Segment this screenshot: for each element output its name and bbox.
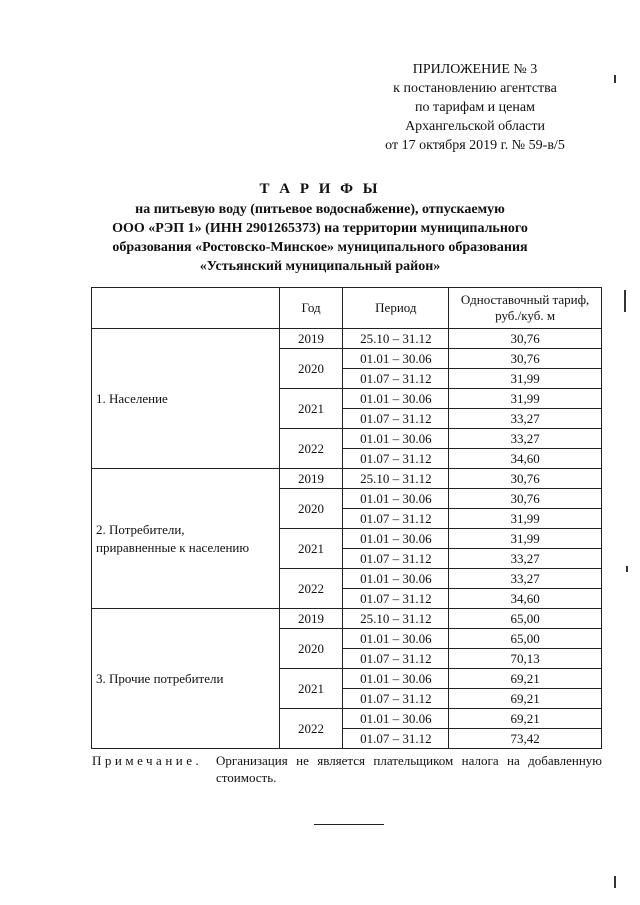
appendix-line-4: Архангельской области <box>405 119 545 134</box>
header-tariff <box>449 288 602 329</box>
header-category <box>92 288 280 329</box>
year-cell: 2020 <box>279 629 343 669</box>
period-cell: 01.01 – 30.06 <box>343 709 449 729</box>
tariff-value-cell: 30,76 <box>449 469 602 489</box>
tariff-value-cell: 31,99 <box>449 529 602 549</box>
header-period: Период <box>343 288 449 329</box>
period-cell: 01.07 – 31.12 <box>343 449 449 469</box>
category-label-continued: приравненные к населению <box>96 539 250 555</box>
year-cell: 2022 <box>279 709 343 749</box>
tariff-value-cell: 30,76 <box>449 489 602 509</box>
period-cell: 01.07 – 31.12 <box>343 509 449 529</box>
header-year: Год <box>279 288 343 329</box>
tariff-value-cell: 30,76 <box>449 329 602 349</box>
title-line-3: образования «Ростовско-Минское» муниципального образования <box>112 240 528 255</box>
period-cell: 01.07 – 31.12 <box>343 409 449 429</box>
header-tariff-line-2: руб./куб. м <box>495 308 556 323</box>
title-line-2: ООО «РЭП 1» (ИНН 2901265373) на территории муниципального <box>112 221 528 236</box>
period-cell: 01.07 – 31.12 <box>343 549 449 569</box>
tariff-value-cell: 33,27 <box>449 569 602 589</box>
header-tariff-line-1: Одноставочный тариф, <box>460 292 590 307</box>
table-row <box>92 469 602 489</box>
year-cell: 2021 <box>279 669 343 709</box>
year-cell: 2022 <box>279 429 343 469</box>
tariff-value-cell: 69,21 <box>449 689 602 709</box>
year-cell: 2021 <box>279 529 343 569</box>
tariff-table <box>91 287 602 749</box>
appendix-date: от 17 октября 2019 г. № 59-в/5 <box>385 138 565 153</box>
period-cell: 01.07 – 31.12 <box>343 589 449 609</box>
title-line-4: «Устьянский муниципальный район» <box>199 259 441 274</box>
tariff-value-cell: 65,00 <box>449 629 602 649</box>
tariff-value-cell: 31,99 <box>449 369 602 389</box>
appendix-line-3: по тарифам и ценам <box>415 100 535 115</box>
year-cell: 2020 <box>279 489 343 529</box>
year-cell: 2019 <box>279 609 343 629</box>
period-cell: 25.10 – 31.12 <box>343 469 449 489</box>
tariff-value-cell: 70,13 <box>449 649 602 669</box>
appendix-number: ПРИЛОЖЕНИЕ № 3 <box>412 62 538 77</box>
category-label: 2. Потребители, <box>96 521 185 537</box>
appendix-header <box>360 60 590 155</box>
tariff-value-cell: 69,21 <box>449 709 602 729</box>
note-text: Организация не является плательщиком налога на добавленную стоимость. <box>216 753 602 785</box>
tariff-value-cell: 33,27 <box>449 409 602 429</box>
tariff-value-cell: 33,27 <box>449 549 602 569</box>
tariff-value-cell: 34,60 <box>449 449 602 469</box>
scan-mark <box>614 75 616 83</box>
category-cell <box>92 469 280 609</box>
year-cell: 2019 <box>279 469 343 489</box>
period-cell: 01.01 – 30.06 <box>343 529 449 549</box>
category-label: 3. Прочие потребители <box>96 670 224 686</box>
table-row <box>92 609 602 629</box>
tariff-value-cell: 33,27 <box>449 429 602 449</box>
year-cell: 2019 <box>279 329 343 349</box>
title-line-1: на питьевую воду (питьевое водоснабжение), отпускаемую <box>135 202 505 217</box>
scan-mark <box>624 290 626 312</box>
year-cell: 2020 <box>279 349 343 389</box>
table-header-row <box>92 288 602 329</box>
category-label: 1. Население <box>96 390 168 406</box>
scan-mark <box>626 566 628 572</box>
period-cell: 01.01 – 30.06 <box>343 429 449 449</box>
period-cell: 01.07 – 31.12 <box>343 729 449 749</box>
document-title <box>40 180 600 276</box>
note-label: Примечание. <box>92 753 203 768</box>
tariff-value-cell: 73,42 <box>449 729 602 749</box>
period-cell: 01.01 – 30.06 <box>343 629 449 649</box>
scan-mark <box>614 876 616 888</box>
period-cell: 01.07 – 31.12 <box>343 369 449 389</box>
tariff-value-cell: 65,00 <box>449 609 602 629</box>
period-cell: 01.07 – 31.12 <box>343 689 449 709</box>
year-cell: 2021 <box>279 389 343 429</box>
period-cell: 01.07 – 31.12 <box>343 649 449 669</box>
tariff-value-cell: 31,99 <box>449 509 602 529</box>
title-main: Т А Р И Ф Ы <box>259 181 381 197</box>
period-cell: 25.10 – 31.12 <box>343 329 449 349</box>
period-cell: 01.01 – 30.06 <box>343 489 449 509</box>
tariff-value-cell: 31,99 <box>449 389 602 409</box>
period-cell: 01.01 – 30.06 <box>343 669 449 689</box>
tariff-value-cell: 30,76 <box>449 349 602 369</box>
closing-divider <box>314 824 384 825</box>
tariff-value-cell: 69,21 <box>449 669 602 689</box>
appendix-line-2: к постановлению агентства <box>393 81 557 96</box>
period-cell: 01.01 – 30.06 <box>343 389 449 409</box>
category-cell <box>92 329 280 469</box>
period-cell: 01.01 – 30.06 <box>343 349 449 369</box>
period-cell: 01.01 – 30.06 <box>343 569 449 589</box>
category-cell <box>92 609 280 749</box>
table-row <box>92 329 602 349</box>
period-cell: 25.10 – 31.12 <box>343 609 449 629</box>
year-cell: 2022 <box>279 569 343 609</box>
tariff-value-cell: 34,60 <box>449 589 602 609</box>
tariff-table-body <box>92 329 602 749</box>
